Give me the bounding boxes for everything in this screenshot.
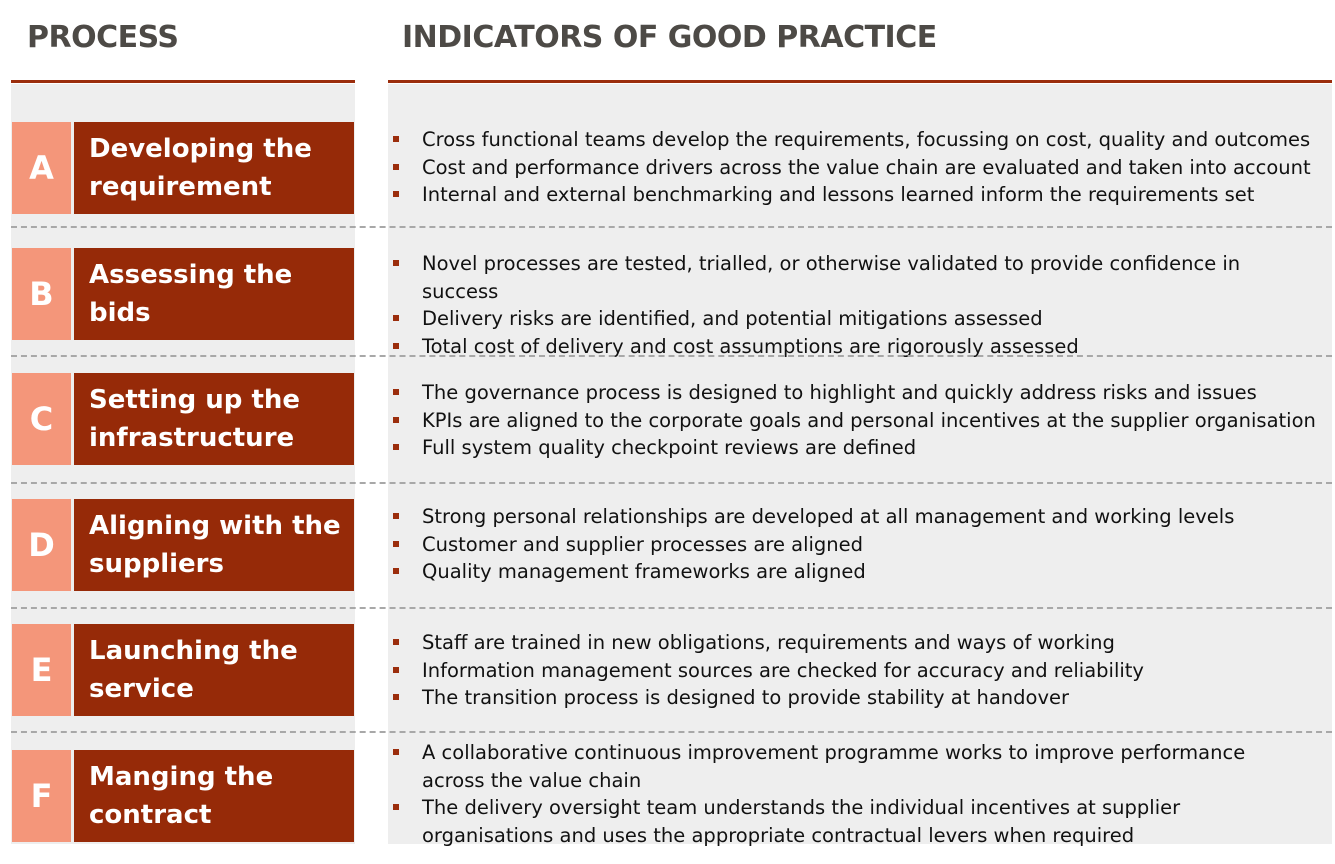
indicator-text: Novel processes are tested, trialled, or otherwise validated to provide confidence in success (422, 252, 1241, 303)
indicator-item (392, 684, 1322, 712)
indicator-item (392, 739, 1292, 794)
bullet-square-icon (393, 513, 399, 519)
row-divider (11, 226, 1332, 228)
bullet-square-icon (393, 804, 399, 810)
indicator-item (392, 126, 1322, 154)
step-letter-a: A (12, 122, 71, 214)
indicator-item (392, 531, 1322, 559)
bullet-square-icon (393, 136, 399, 142)
indicator-text: Strong personal relationships are developed at all management and working levels (422, 505, 1235, 528)
indicator-text: Quality management frameworks are aligned (422, 560, 866, 583)
bullet-square-icon (393, 444, 399, 450)
indicator-text: KPIs are aligned to the corporate goals and personal incentives at the supplier organisation (422, 408, 1316, 432)
indicator-item (392, 558, 1322, 586)
indicators-header: INDICATORS OF GOOD PRACTICE (402, 20, 937, 55)
indicator-item (392, 629, 1322, 657)
bullet-square-icon (393, 568, 399, 574)
indicator-text: The delivery oversight team understands the individual incentives at supplier organisations and uses the appropriate contractual levers when required (422, 796, 1181, 847)
indicator-item (392, 407, 1322, 435)
bullet-square-icon (393, 541, 399, 547)
step-letter-e: E (12, 624, 71, 716)
step-title-b: Assessing the bids (74, 248, 354, 340)
indicator-list-f (392, 739, 1292, 849)
step-letter-b: B (12, 248, 71, 340)
step-letter-d: D (12, 499, 71, 591)
indicators-header-rule (388, 80, 1332, 83)
indicator-list-b (392, 250, 1322, 360)
row-divider (11, 607, 1332, 609)
bullet-square-icon (393, 389, 399, 395)
indicator-list-a (392, 126, 1322, 209)
indicator-item (392, 503, 1322, 531)
indicator-item (392, 305, 1322, 333)
indicator-text: A collaborative continuous improvement programme works to improve performance across the value chain (422, 741, 1246, 792)
step-title-c: Setting up the infrastructure (74, 373, 354, 465)
row-divider (11, 355, 1332, 357)
bullet-square-icon (393, 667, 399, 673)
indicator-list-c (392, 379, 1322, 462)
bullet-square-icon (393, 417, 399, 423)
step-letter-f: F (12, 750, 71, 842)
process-header: PROCESS (27, 20, 179, 55)
indicator-text: The governance process is designed to highlight and quickly address risks and issues (422, 381, 1257, 404)
indicator-item (392, 250, 1322, 305)
indicator-item (392, 154, 1322, 182)
step-title-f: Manging the contract (74, 750, 354, 842)
bullet-square-icon (393, 315, 399, 321)
indicator-text: The transition process is designed to provide stability at handover (422, 686, 1070, 709)
bullet-square-icon (393, 164, 399, 170)
indicator-text: Information management sources are checked for accuracy and reliability (422, 658, 1144, 682)
indicator-text: Full system quality checkpoint reviews are defined (422, 436, 917, 459)
bullet-square-icon (393, 749, 399, 755)
row-divider (11, 482, 1332, 484)
indicator-item (392, 434, 1322, 462)
indicator-text: Cross functional teams develop the requirements, focussing on cost, quality and outcomes (422, 128, 1311, 151)
indicator-text: Staff are trained in new obligations, requirements and ways of working (422, 631, 1115, 654)
indicator-list-e (392, 629, 1322, 712)
indicator-text: Customer and supplier processes are aligned (422, 532, 864, 556)
bullet-square-icon (393, 639, 399, 645)
indicator-item (392, 379, 1322, 407)
process-header-rule (11, 80, 355, 83)
bullet-square-icon (393, 191, 399, 197)
row-divider (11, 731, 1332, 733)
bullet-square-icon (393, 260, 399, 266)
indicator-text: Total cost of delivery and cost assumptions are rigorously assessed (422, 334, 1079, 358)
indicator-item (392, 657, 1322, 685)
indicator-item (392, 794, 1292, 849)
bullet-square-icon (393, 694, 399, 700)
step-letter-c: C (12, 373, 71, 465)
bullet-square-icon (393, 343, 399, 349)
step-title-d: Aligning with the suppliers (74, 499, 354, 591)
step-title-a: Developing the requirement (74, 122, 354, 214)
indicator-list-d (392, 503, 1322, 586)
indicator-text: Internal and external benchmarking and lessons learned inform the requirements set (422, 183, 1255, 206)
indicator-text: Delivery risks are identified, and potential mitigations assessed (422, 307, 1043, 330)
step-title-e: Launching the service (74, 624, 354, 716)
indicator-item (392, 181, 1322, 209)
indicator-text: Cost and performance drivers across the value chain are evaluated and taken into account (422, 155, 1311, 179)
